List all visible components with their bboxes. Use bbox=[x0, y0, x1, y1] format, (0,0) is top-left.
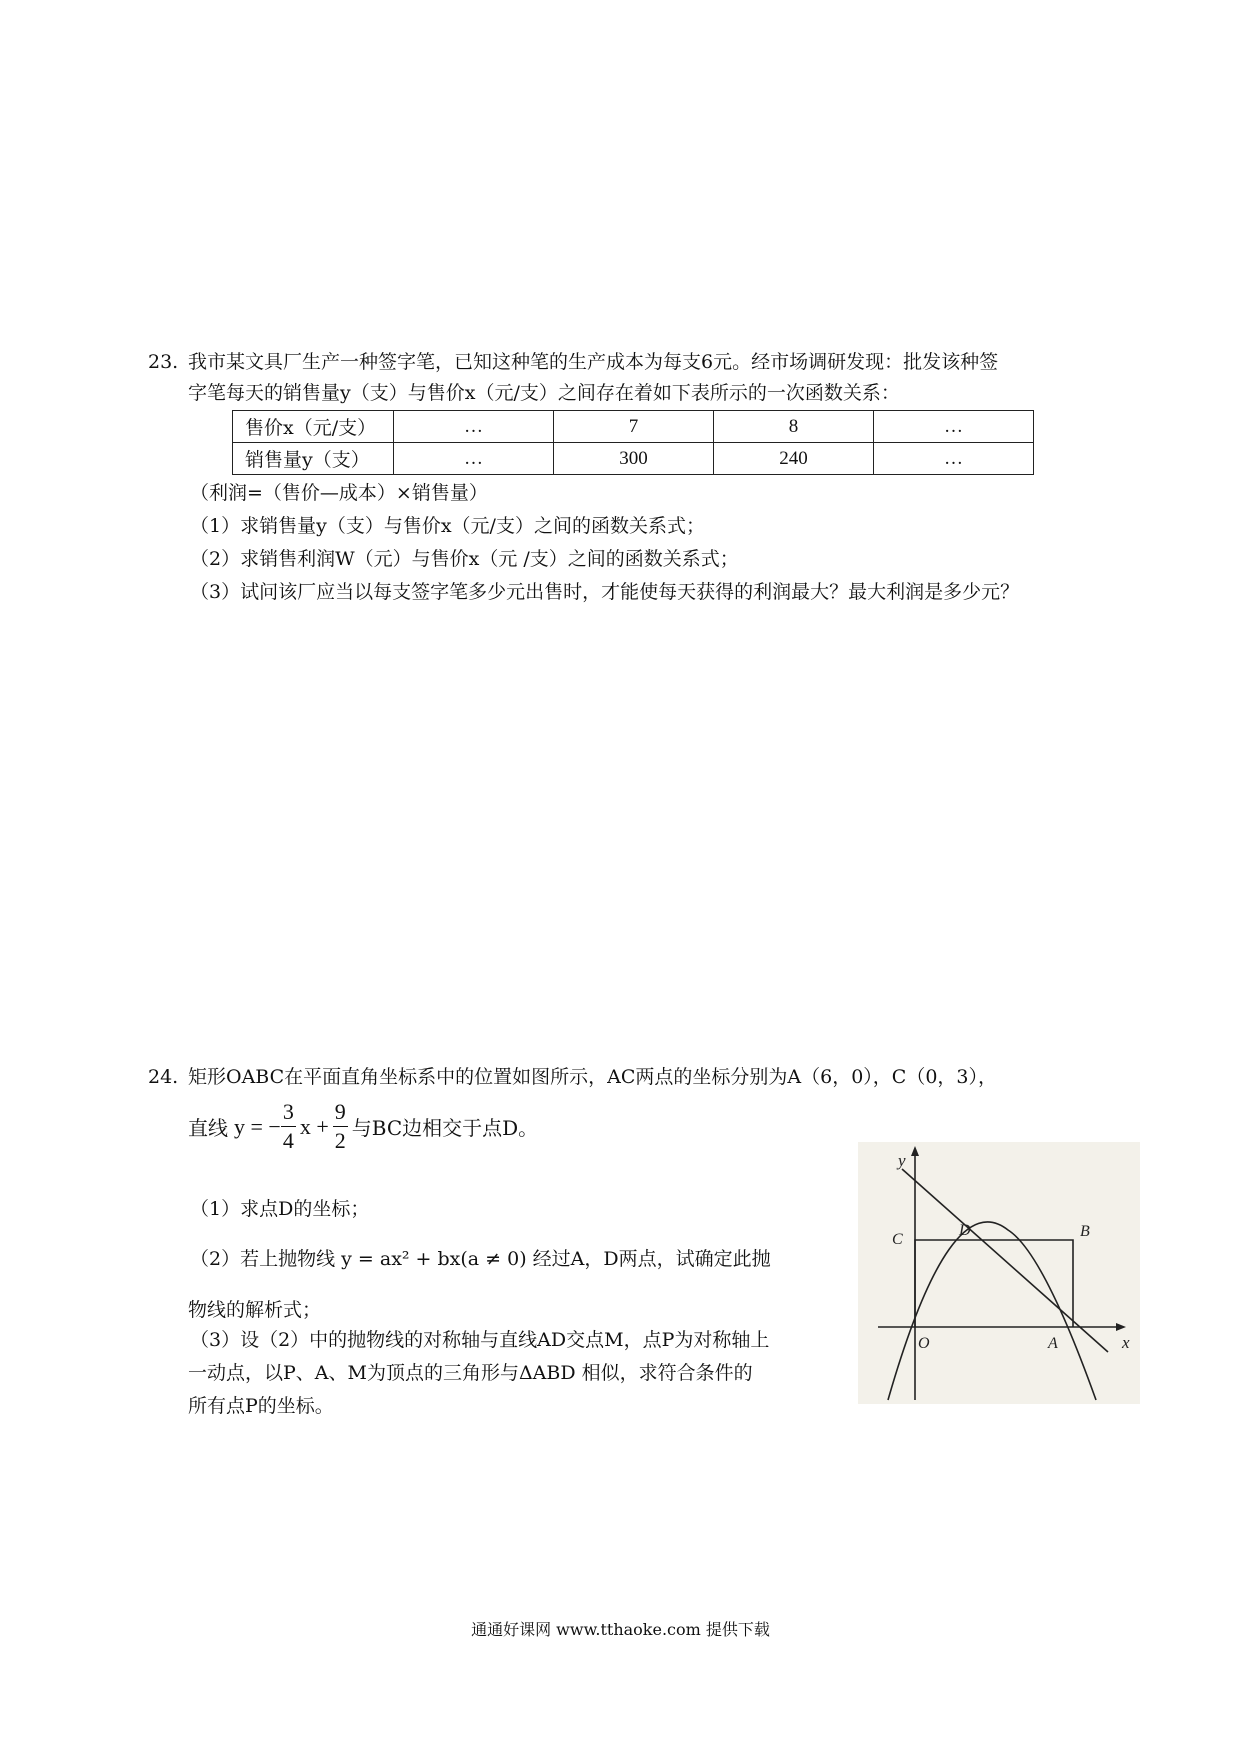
q23-number: 23. bbox=[148, 351, 179, 373]
table-cell: … bbox=[394, 443, 554, 475]
equation-y: y = − bbox=[234, 1113, 281, 1139]
table-row bbox=[233, 443, 1034, 475]
price-sales-table bbox=[232, 410, 1034, 475]
q23-part3: （3）试问该厂应当以每支签字笔多少元出售时，才能使每天获得的利润最大？最大利润是多少元？ bbox=[190, 581, 1020, 603]
label-d: D bbox=[959, 1222, 971, 1239]
q24-part1: （1）求点D的坐标； bbox=[190, 1198, 370, 1220]
figure-background bbox=[858, 1142, 1140, 1404]
table-cell: 7 bbox=[554, 411, 714, 443]
label-y: y bbox=[898, 1151, 906, 1170]
q24-part2a: （2）若上抛物线 y = ax² + bx(a ≠ 0) 经过A，D两点，试确定此抛 bbox=[190, 1248, 771, 1270]
fraction-three-quarters bbox=[281, 1098, 296, 1155]
label-o: O bbox=[918, 1335, 930, 1352]
equation-suffix: 与BC边相交于点D。 bbox=[351, 1116, 539, 1140]
q24-part2b: 物线的解析式； bbox=[188, 1299, 322, 1321]
q24-part3a: （3）设（2）中的抛物线的对称轴与直线AD交点M，点P为对称轴上 bbox=[190, 1329, 770, 1351]
fraction-denominator: 2 bbox=[334, 1128, 346, 1153]
table-cell: 240 bbox=[714, 443, 874, 475]
fraction-numerator: 3 bbox=[281, 1098, 296, 1127]
q24-part3c: 所有点P的坐标。 bbox=[188, 1395, 334, 1417]
table-row-header: 售价x（元/支） bbox=[233, 411, 394, 443]
line-equation bbox=[188, 1098, 538, 1155]
table-cell: 300 bbox=[554, 443, 714, 475]
q23-part2: （2）求销售利润W（元）与售价x（元 /支）之间的函数关系式； bbox=[190, 548, 739, 570]
label-b: B bbox=[1080, 1223, 1090, 1240]
fraction-denominator: 4 bbox=[282, 1128, 294, 1153]
fraction-nine-halves bbox=[333, 1098, 348, 1155]
label-c: C bbox=[892, 1231, 903, 1248]
equation-prefix: 直线 bbox=[188, 1116, 228, 1140]
table-cell: … bbox=[394, 411, 554, 443]
q24-part3b: 一动点，以P、A、M为顶点的三角形与ΔABD 相似，求符合条件的 bbox=[188, 1362, 753, 1384]
coordinate-figure bbox=[858, 1142, 1140, 1404]
fraction-numerator: 9 bbox=[333, 1098, 348, 1127]
q24-line1: 矩形OABC在平面直角坐标系中的位置如图所示，AC两点的坐标分别为A（6，0），C（0，3）， bbox=[188, 1066, 998, 1088]
label-x: x bbox=[1122, 1333, 1130, 1352]
table-row bbox=[233, 411, 1034, 443]
table-row-header: 销售量y（支） bbox=[233, 443, 394, 475]
q23-line2: 字笔每天的销售量y（支）与售价x（元/支）之间存在着如下表所示的一次函数关系： bbox=[188, 382, 900, 404]
table-cell: … bbox=[874, 443, 1034, 475]
table-cell: 8 bbox=[714, 411, 874, 443]
label-a: A bbox=[1048, 1335, 1058, 1352]
footer-source: 通通好课网 www.tthaoke.com 提供下载 bbox=[471, 1620, 770, 1639]
q23-note: （利润=（售价—成本）×销售量） bbox=[190, 482, 488, 504]
equation-mid: x + bbox=[299, 1113, 329, 1139]
table-cell: … bbox=[874, 411, 1034, 443]
q23-line1: 我市某文具厂生产一种签字笔，已知这种笔的生产成本为每支6元。经市场调研发现：批发该种签 bbox=[188, 351, 999, 373]
q23-part1: （1）求销售量y（支）与售价x（元/支）之间的函数关系式； bbox=[190, 515, 705, 537]
q24-number: 24. bbox=[148, 1066, 179, 1088]
